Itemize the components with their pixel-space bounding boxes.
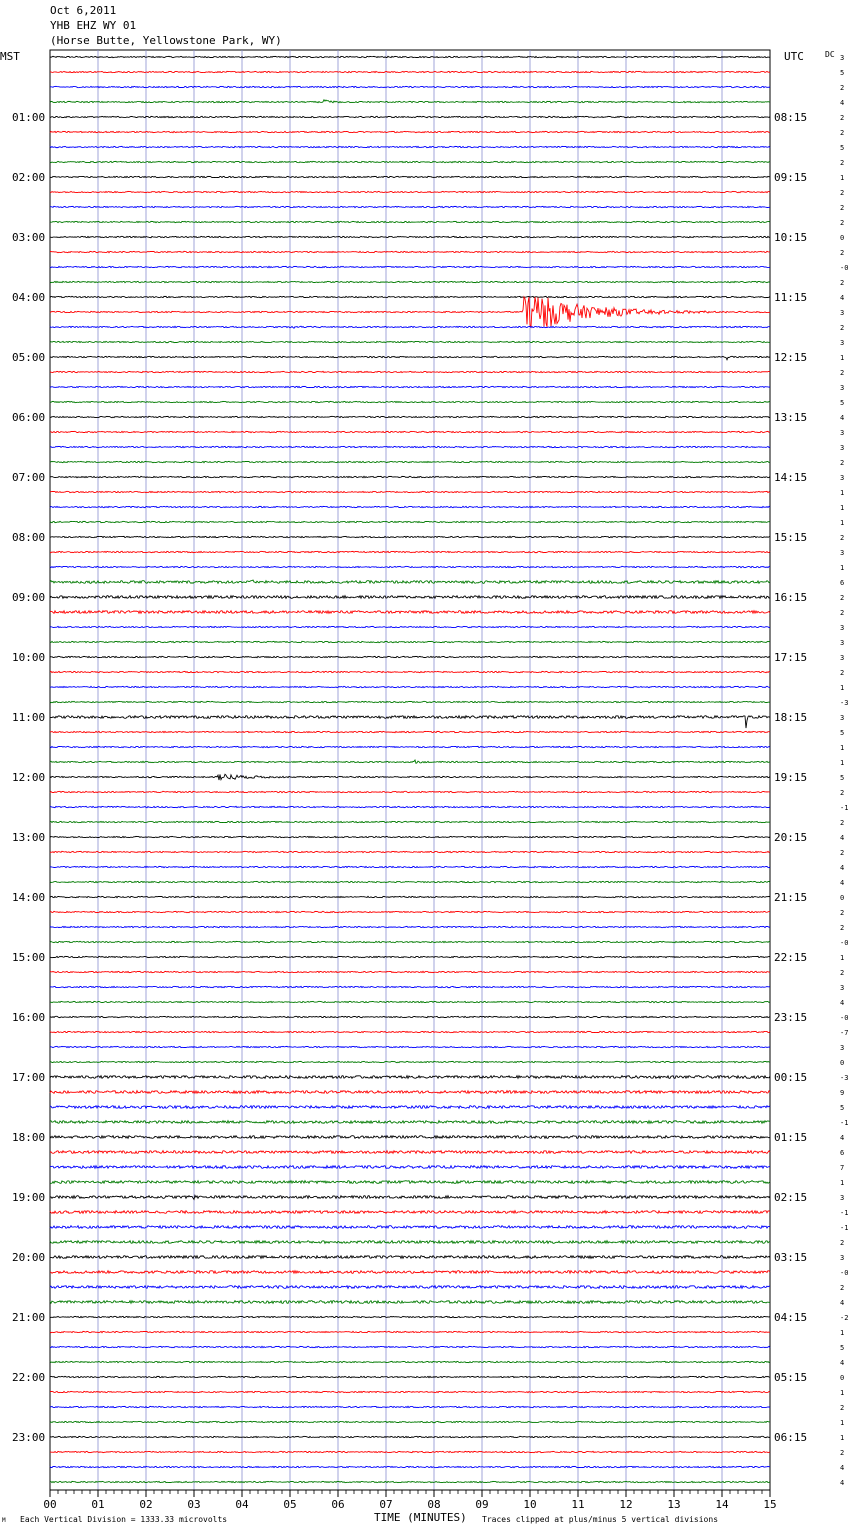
trace-row	[50, 791, 770, 792]
trace-row	[50, 1181, 770, 1184]
dc-offset-label: 3	[840, 624, 845, 632]
dc-offset-label: 2	[840, 969, 845, 977]
dc-offset-label: 4	[840, 414, 845, 422]
trace-row	[50, 760, 770, 763]
dc-offset-label: 5	[840, 774, 845, 782]
right-hour-label: 11:15	[774, 291, 808, 304]
right-hour-label: 06:15	[774, 1431, 808, 1444]
left-hour-label: 14:00	[12, 891, 46, 904]
dc-offset-label: -2	[840, 1314, 849, 1322]
trace-row	[50, 1361, 770, 1362]
trace-row	[50, 746, 770, 747]
dc-offset-label: 3	[840, 639, 845, 647]
trace-row	[50, 521, 770, 522]
right-hour-label: 15:15	[774, 531, 808, 544]
trace-row	[50, 866, 770, 867]
trace-row	[50, 956, 770, 957]
right-hour-label: 17:15	[774, 651, 808, 664]
left-hour-label: 20:00	[12, 1251, 46, 1264]
x-tick-label: 14	[715, 1498, 729, 1511]
trace-row	[50, 191, 770, 192]
right-hour-label: 09:15	[774, 171, 808, 184]
dc-offset-label: 1	[840, 1179, 845, 1187]
dc-offset-label: 2	[840, 669, 845, 677]
right-hour-label: 13:15	[774, 411, 808, 424]
left-hour-label: 01:00	[12, 111, 46, 124]
trace-row	[50, 1195, 770, 1199]
trace-row	[50, 371, 770, 372]
right-hour-label: 04:15	[774, 1311, 808, 1324]
dc-offset-label: -3	[840, 1074, 849, 1082]
right-hour-label: 20:15	[774, 831, 808, 844]
trace-row	[50, 911, 770, 912]
trace-row	[50, 297, 770, 327]
dc-offset-label: -0	[840, 1269, 849, 1277]
dc-offset-label: 9	[840, 1089, 845, 1097]
dc-offset-label: 2	[840, 369, 845, 377]
trace-row	[50, 881, 770, 882]
trace-row	[50, 926, 770, 927]
dc-offset-label: 3	[840, 474, 845, 482]
trace-row	[50, 1106, 770, 1109]
dc-offset-label: 3	[840, 1254, 845, 1262]
left-hour-label: 16:00	[12, 1011, 46, 1024]
trace-row	[50, 1451, 770, 1452]
dc-offset-label: 2	[840, 789, 845, 797]
trace-row	[50, 596, 770, 599]
dc-offset-label: -3	[840, 699, 849, 707]
trace-row	[50, 1211, 770, 1214]
trace-row	[50, 386, 770, 387]
x-tick-label: 00	[43, 1498, 57, 1511]
trace-row	[50, 836, 770, 837]
trace-row	[50, 806, 770, 807]
trace-row	[50, 774, 770, 780]
dc-offset-label: 2	[840, 249, 845, 257]
dc-offset-label: 3	[840, 984, 845, 992]
dc-offset-label: 2	[840, 609, 845, 617]
left-hour-label: 09:00	[12, 591, 46, 604]
trace-row	[50, 716, 770, 728]
trace-row	[50, 566, 770, 567]
dc-offset-label: 2	[840, 924, 845, 932]
station-code: YHB EHZ WY 01	[50, 19, 137, 32]
trace-row	[50, 1091, 770, 1094]
dc-offset-label: 3	[840, 654, 845, 662]
trace-row	[50, 341, 770, 342]
dc-offset-label: 4	[840, 1464, 845, 1472]
dc-offset-label: 2	[840, 84, 845, 92]
trace-row	[50, 1421, 770, 1422]
vertical-division-note: Each Vertical Division = 1333.33 microvolts	[20, 1515, 228, 1524]
trace-row	[50, 551, 770, 552]
clipping-note: Traces clipped at plus/minus 5 vertical divisions	[482, 1515, 719, 1524]
left-hour-label: 08:00	[12, 531, 46, 544]
corner-mark: M	[2, 1517, 6, 1524]
dc-offset-label: 2	[840, 819, 845, 827]
right-hour-label: 00:15	[774, 1071, 808, 1084]
dc-offset-label: 4	[840, 99, 845, 107]
trace-row	[50, 296, 770, 297]
trace-row	[50, 86, 770, 87]
x-tick-label: 07	[379, 1498, 393, 1511]
left-hour-label: 05:00	[12, 351, 46, 364]
dc-offset-label: 1	[840, 354, 845, 362]
dc-offset-label: 1	[840, 1419, 845, 1427]
left-hour-label: 04:00	[12, 291, 46, 304]
dc-offset-label: 0	[840, 1059, 845, 1067]
left-hour-label: 02:00	[12, 171, 46, 184]
trace-row	[50, 266, 770, 267]
dc-offset-label: 4	[840, 879, 845, 887]
trace-row	[50, 100, 770, 103]
trace-row	[50, 146, 770, 147]
dc-offset-label: 5	[840, 144, 845, 152]
trace-row	[50, 1121, 770, 1124]
dc-offset-label: -0	[840, 939, 849, 947]
dc-offset-label: 5	[840, 1104, 845, 1112]
station-location: (Horse Butte, Yellowstone Park, WY)	[50, 34, 282, 47]
dc-offset-label: 1	[840, 519, 845, 527]
x-tick-label: 09	[475, 1498, 489, 1511]
trace-row	[50, 446, 770, 447]
dc-offset-label: 4	[840, 294, 845, 302]
dc-offset-label: 4	[840, 1359, 845, 1367]
trace-row	[50, 1061, 770, 1062]
trace-row	[50, 671, 770, 672]
dc-offset-label: 2	[840, 279, 845, 287]
left-hour-label: 03:00	[12, 231, 46, 244]
right-hour-label: 10:15	[774, 231, 808, 244]
dc-offset-label: 5	[840, 1344, 845, 1352]
x-tick-label: 08	[427, 1498, 441, 1511]
trace-row	[50, 1016, 770, 1017]
plot-frame	[50, 50, 770, 1490]
left-hour-label: 19:00	[12, 1191, 46, 1204]
trace-row	[50, 1031, 770, 1032]
trace-row	[50, 236, 770, 237]
trace-row	[50, 1436, 770, 1437]
dc-offset-label: 4	[840, 999, 845, 1007]
dc-offset-label: 1	[840, 684, 845, 692]
trace-row	[50, 1466, 770, 1467]
trace-row	[50, 1331, 770, 1332]
right-hour-label: 02:15	[774, 1191, 808, 1204]
right-hour-label: 16:15	[774, 591, 808, 604]
left-timezone-label: MST	[0, 50, 20, 63]
dc-offset-label: -1	[840, 804, 849, 812]
trace-row	[50, 71, 770, 72]
dc-offset-label: 2	[840, 534, 845, 542]
trace-row	[50, 1301, 770, 1304]
x-tick-label: 04	[235, 1498, 249, 1511]
right-hour-label: 08:15	[774, 111, 808, 124]
trace-row	[50, 161, 770, 162]
trace-row	[50, 626, 770, 627]
x-tick-label: 15	[763, 1498, 777, 1511]
x-tick-label: 02	[139, 1498, 153, 1511]
trace-row	[50, 1226, 770, 1229]
trace-row	[50, 821, 770, 822]
trace-row	[50, 491, 770, 492]
trace-row	[50, 1286, 770, 1289]
dc-offset-label: 2	[840, 159, 845, 167]
dc-offset-label: 1	[840, 489, 845, 497]
dc-offset-label: 0	[840, 1374, 845, 1382]
left-hour-label: 15:00	[12, 951, 46, 964]
trace-row	[50, 461, 770, 462]
left-hour-label: 13:00	[12, 831, 46, 844]
dc-label: DC	[825, 50, 835, 59]
trace-row	[50, 506, 770, 507]
dc-offset-label: 2	[840, 114, 845, 122]
dc-offset-label: 1	[840, 1434, 845, 1442]
right-hour-label: 01:15	[774, 1131, 808, 1144]
dc-offset-label: -1	[840, 1209, 849, 1217]
trace-row	[50, 1166, 770, 1169]
trace-row	[50, 326, 770, 328]
right-hour-label: 22:15	[774, 951, 808, 964]
trace-row	[50, 536, 770, 537]
left-hour-label: 06:00	[12, 411, 46, 424]
trace-row	[50, 686, 770, 687]
trace-row	[50, 206, 770, 207]
trace-row	[50, 131, 770, 132]
dc-offset-label: 2	[840, 909, 845, 917]
dc-offset-label: 1	[840, 1329, 845, 1337]
dc-offset-label: 2	[840, 1239, 845, 1247]
dc-offset-label: 3	[840, 714, 845, 722]
trace-row	[50, 731, 770, 732]
dc-offset-label: 2	[840, 204, 845, 212]
dc-offset-label: 3	[840, 549, 845, 557]
x-tick-label: 05	[283, 1498, 297, 1511]
dc-offset-label: 5	[840, 399, 845, 407]
dc-offset-label: 2	[840, 324, 845, 332]
left-hour-label: 17:00	[12, 1071, 46, 1084]
x-tick-label: 03	[187, 1498, 201, 1511]
trace-row	[50, 971, 770, 972]
dc-offset-label: 4	[840, 1134, 845, 1142]
dc-offset-label: 6	[840, 1149, 845, 1157]
left-hour-label: 22:00	[12, 1371, 46, 1384]
trace-row	[50, 221, 770, 222]
dc-offset-label: 1	[840, 954, 845, 962]
plot-date: Oct 6,2011	[50, 4, 117, 17]
trace-row	[50, 1256, 770, 1259]
dc-offset-label: 4	[840, 834, 845, 842]
x-tick-label: 12	[619, 1498, 633, 1511]
right-hour-label: 14:15	[774, 471, 808, 484]
right-timezone-label: UTC	[784, 50, 804, 63]
dc-offset-label: 2	[840, 1404, 845, 1412]
dc-offset-label: -1	[840, 1119, 849, 1127]
dc-offset-label: 2	[840, 459, 845, 467]
trace-row	[50, 1001, 770, 1002]
dc-offset-label: 2	[840, 849, 845, 857]
trace-row	[50, 896, 770, 897]
dc-offset-label: 0	[840, 234, 845, 242]
dc-offset-label: 3	[840, 309, 845, 317]
trace-row	[50, 1316, 770, 1317]
trace-row	[50, 1151, 770, 1154]
trace-row	[50, 476, 770, 477]
x-axis-label: TIME (MINUTES)	[374, 1511, 467, 1524]
dc-offset-label: 1	[840, 1389, 845, 1397]
x-tick-label: 06	[331, 1498, 345, 1511]
dc-offset-label: 3	[840, 429, 845, 437]
dc-offset-label: -1	[840, 1224, 849, 1232]
trace-row	[50, 941, 770, 942]
trace-row	[50, 1271, 770, 1274]
dc-offset-label: 0	[840, 894, 845, 902]
right-hour-label: 03:15	[774, 1251, 808, 1264]
trace-row	[50, 251, 770, 252]
trace-row	[50, 1346, 770, 1347]
trace-row	[50, 1136, 770, 1139]
trace-row	[50, 1076, 770, 1079]
trace-row	[50, 116, 770, 117]
right-hour-label: 18:15	[774, 711, 808, 724]
dc-offset-label: 3	[840, 384, 845, 392]
dc-offset-label: 3	[840, 339, 845, 347]
dc-offset-label: 3	[840, 444, 845, 452]
left-hour-label: 23:00	[12, 1431, 46, 1444]
trace-row	[50, 1481, 770, 1482]
x-tick-label: 01	[91, 1498, 105, 1511]
dc-offset-label: 1	[840, 504, 845, 512]
trace-row	[50, 1391, 770, 1392]
dc-offset-label: 1	[840, 744, 845, 752]
trace-row	[50, 611, 770, 614]
dc-offset-label: 2	[840, 129, 845, 137]
dc-offset-label: 7	[840, 1164, 845, 1172]
left-hour-label: 10:00	[12, 651, 46, 664]
dc-offset-label: 2	[840, 594, 845, 602]
trace-row	[50, 986, 770, 987]
dc-offset-label: 2	[840, 189, 845, 197]
trace-row	[50, 656, 770, 657]
right-hour-label: 23:15	[774, 1011, 808, 1024]
left-hour-label: 21:00	[12, 1311, 46, 1324]
trace-row	[50, 356, 770, 360]
x-tick-label: 10	[523, 1498, 537, 1511]
trace-row	[50, 56, 770, 57]
trace-row	[50, 1241, 770, 1244]
right-hour-label: 19:15	[774, 771, 808, 784]
trace-row	[50, 176, 770, 177]
dc-offset-label: 3	[840, 54, 845, 62]
dc-offset-label: 5	[840, 729, 845, 737]
trace-row	[50, 1046, 770, 1047]
dc-offset-label: 1	[840, 174, 845, 182]
left-hour-label: 12:00	[12, 771, 46, 784]
dc-offset-label: 4	[840, 864, 845, 872]
dc-offset-label: 1	[840, 564, 845, 572]
trace-row	[50, 431, 770, 432]
dc-offset-label: -0	[840, 264, 849, 272]
trace-row	[50, 401, 770, 402]
dc-offset-label: 3	[840, 1044, 845, 1052]
dc-offset-label: 4	[840, 1479, 845, 1487]
right-hour-label: 21:15	[774, 891, 808, 904]
trace-row	[50, 851, 770, 852]
left-hour-label: 07:00	[12, 471, 46, 484]
trace-row	[50, 641, 770, 642]
x-tick-label: 11	[571, 1498, 585, 1511]
trace-row	[50, 701, 770, 702]
dc-offset-label: 6	[840, 579, 845, 587]
x-tick-label: 13	[667, 1498, 681, 1511]
left-hour-label: 18:00	[12, 1131, 46, 1144]
right-hour-label: 05:15	[774, 1371, 808, 1384]
trace-row	[50, 1406, 770, 1407]
dc-offset-label: 2	[840, 1284, 845, 1292]
dc-offset-label: 2	[840, 219, 845, 227]
trace-row	[50, 416, 770, 417]
dc-offset-label: 3	[840, 1194, 845, 1202]
dc-offset-label: -0	[840, 1014, 849, 1022]
dc-offset-label: 5	[840, 69, 845, 77]
dc-offset-label: 4	[840, 1299, 845, 1307]
trace-row	[50, 580, 770, 583]
dc-offset-label: 2	[840, 1449, 845, 1457]
trace-row	[50, 1376, 770, 1377]
right-hour-label: 12:15	[774, 351, 808, 364]
dc-offset-label: 1	[840, 759, 845, 767]
trace-row	[50, 281, 770, 282]
dc-offset-label: -7	[840, 1029, 849, 1037]
left-hour-label: 11:00	[12, 711, 46, 724]
